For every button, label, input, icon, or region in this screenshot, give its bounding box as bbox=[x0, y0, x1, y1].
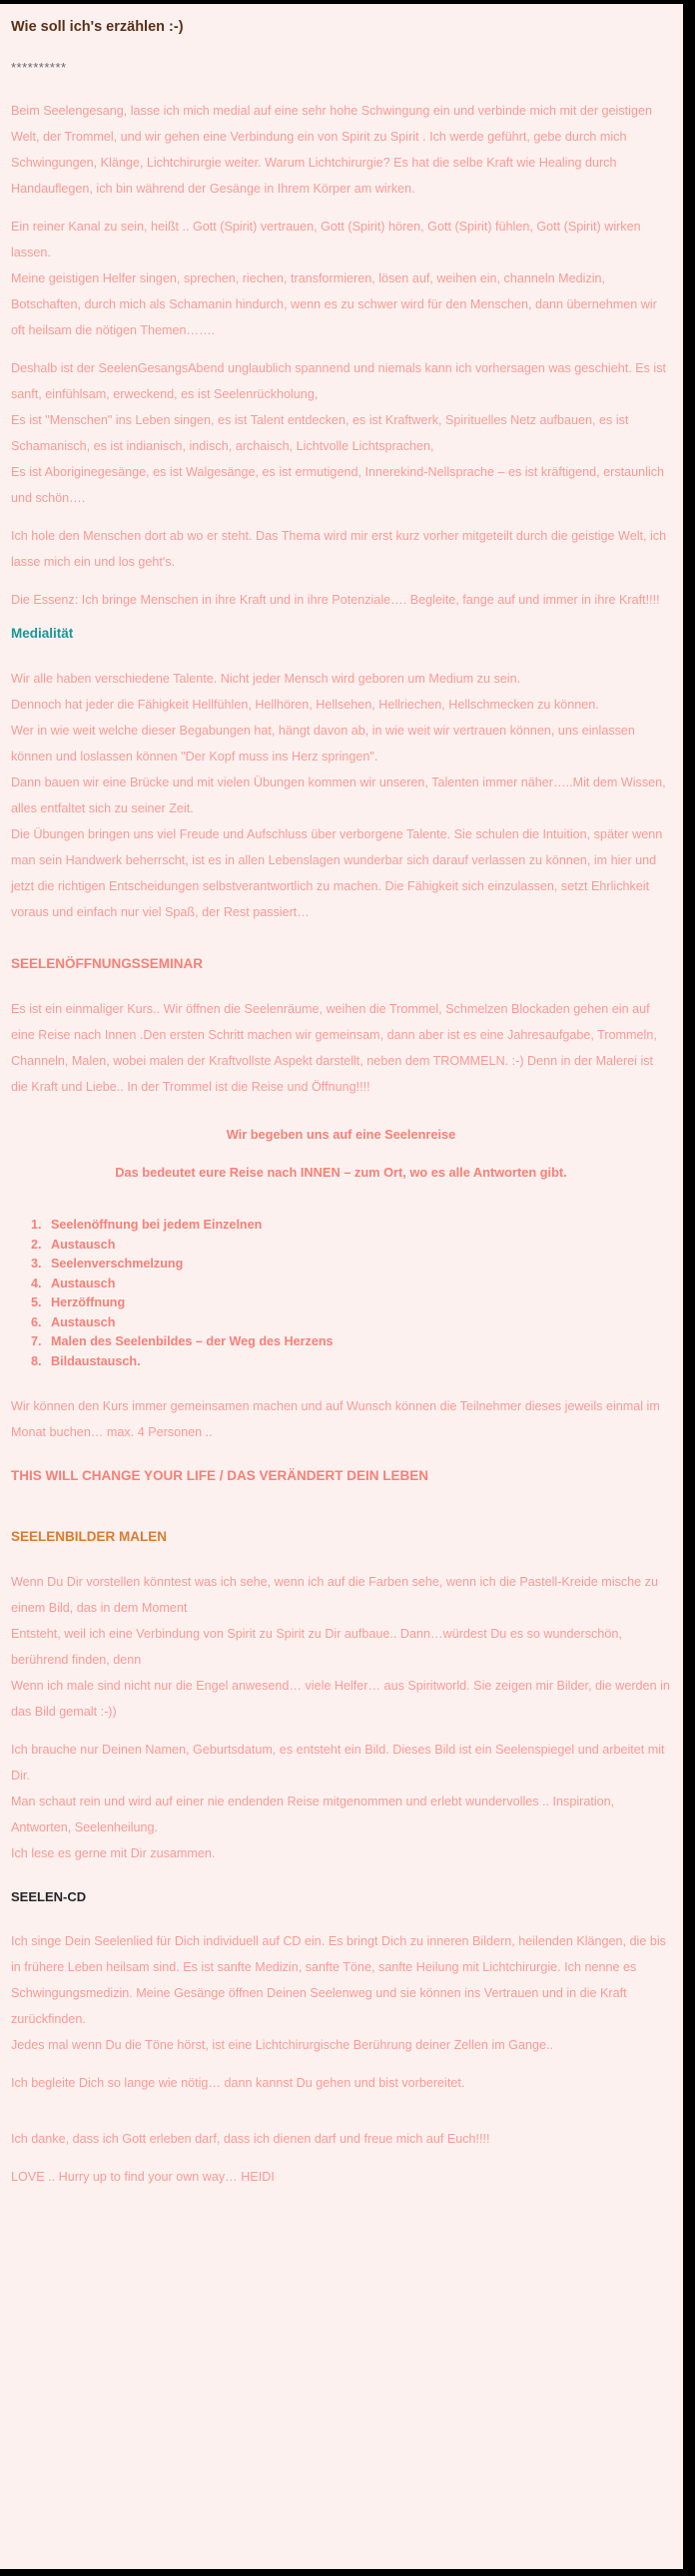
list-item: 6. Austausch bbox=[45, 1313, 671, 1333]
spacer bbox=[11, 575, 671, 587]
intro-paragraph-5: Die Essenz: Ich bringe Menschen in ihre Kraft und in ihre Potenziale…. Begleite, fange auf und immer in ihre Kraft!!!! bbox=[11, 593, 660, 608]
section-heading-seelen-cd: SEELEN-CD bbox=[11, 1889, 87, 1905]
seminar-tagline: THIS WILL CHANGE YOUR LIFE / DAS VERÄNDERT DEIN LEBEN bbox=[11, 1468, 429, 1484]
seelen-cd-closing-2: Ich danke, dass ich Gott erleben darf, dass ich dienen darf und freue mich auf Euch!!!! bbox=[11, 2132, 490, 2147]
document-sheet bbox=[0, 4, 683, 2569]
seelen-cd-line-1: Ich singe Dein Seelenlied für Dich individuell auf CD ein. Es bringt Dich zu inneren Bildern, heilenden Klängen, die bis in frühere Leben heilsam sind. Es ist sanfte Medizin, sanfte Töne, sanfte Heilung mit Lichtchirurgie. Ich nenne es Schwingungsmedizin. Meine Gesänge öffnen Deinen Seelenweg und sie können ins Vertrauen und in die Kraft zurückfinden. bbox=[11, 1934, 666, 2027]
spacer bbox=[11, 2096, 671, 2126]
spacer bbox=[11, 202, 671, 214]
spacer bbox=[11, 1486, 671, 1528]
intro-paragraph-1: Beim Seelengesang, lasse ich mich medial auf eine sehr hohe Schwingung ein und verbinde mich mit der geistigen Welt, der Trommel, und wir gehen eine Verbindung ein von Spirit zu Spirit . Ich werde geführt, gebe durch mich Schwingungen, Klänge, Lichtchirurgie weiter. Warum Lichtchirurgie? Es hat die selbe Kraft wie Healing durch Handauflegen, ich bin während der Gesänge in Ihrem Körper am wirken. bbox=[11, 104, 652, 197]
list-item: 2. Austausch bbox=[45, 1236, 671, 1256]
section-heading-seelenbilder-malen: SEELENBILDER MALEN bbox=[11, 1529, 168, 1545]
intro-paragraph-3-line-3: Es ist Aboriginegesänge, es ist Walgesänge, es ist ermutigend, Innerekind-Nellsprache – es ist kräftigend, erstaunlich und schön…. bbox=[11, 465, 665, 506]
seminar-callout-2: Das bedeutet eure Reise nach INNEN – zum Ort, wo es alle Antworten gibt. bbox=[115, 1165, 567, 1181]
seminar-body: Es ist ein einmaliger Kurs.. Wir öffnen die Seelenräume, weihen die Trommel, Schmelzen Blockaden gehen ein auf eine Reise nach Innen .Den ersten Schritt machen wir gemeinsam, dann aber ist es eine Jahresaufgabe, Trommeln, Channeln, Malen, wobei malen der Kraftvollste Aspekt darstellt, neben dem TROMMELN. :-) Denn in der Malerei ist die Kraft und Liebe.. In der Trommel ist die Reise und Öffnung!!!! bbox=[11, 1002, 657, 1095]
intro-paragraph-3-line-2: Es ist "Menschen" ins Leben singen, es ist Talent entdecken, es ist Kraftwerk, Spirituelles Netz aufbauen, es ist Schamanisch, es ist indianisch, indisch, archaisch, Lichtvolle Lichtsprachen, bbox=[11, 413, 629, 454]
spacer bbox=[11, 925, 671, 955]
list-item: 8. Bildaustausch. bbox=[45, 1352, 671, 1372]
seelenbilder-line-5: Man schaut rein und wird auf einer nie endenden Reise mitgenommen und erlebt wundervolles .. Inspiration, Antworten, Seelenheilung. bbox=[11, 1795, 615, 1835]
asterisk-divider: ********** bbox=[11, 59, 67, 75]
section-heading-seelenoeffnungsseminar: SEELENÖFFNUNGSSEMINAR bbox=[11, 956, 204, 972]
seelenbilder-line-2: Entsteht, weil ich eine Verbindung von Spirit zu Spirit zu Dir aufbaue.. Dann…würdest Du es so wunderschön, berührend finden, denn bbox=[11, 1627, 622, 1668]
medialitaet-line-5: Die Übungen bringen uns viel Freude und Aufschluss über verborgene Talente. Sie schulen die Intuition, später wenn man sein Handwerk beherrscht, ist es in allen Lebenslagen wunderbar sich darauf verlassen zu können, im hier und jetzt die richtigen Entscheidungen selbstverantwortlich zu machen. Die Fähigkeit sich einzulassen, setzt Ehrlichkeit voraus und einfach nur viel Spaß, der Rest passiert… bbox=[11, 827, 663, 920]
spacer bbox=[11, 1725, 671, 1737]
medialitaet-line-4: Dann bauen wir eine Brücke und mit vielen Übungen kommen wir unseren, Talenten immer näher…..Mit dem Wissen, alles entfaltet sich zu seiner Zeit. bbox=[11, 775, 666, 816]
seelen-cd-closing-1: Ich begleite Dich so lange wie nötig… dann kannst Du gehen und bist vorbereitet. bbox=[11, 2076, 465, 2091]
spacer bbox=[11, 613, 671, 625]
seelenbilder-line-3: Wenn ich male sind nicht nur die Engel anwesend… viele Helfer… aus Spiritworld. Sie zeigen mir Bilder, die werden in das Bild gemalt :-)) bbox=[11, 1679, 670, 1720]
list-item: 4. Austausch bbox=[45, 1275, 671, 1294]
seminar-callout-1: Wir begeben uns auf eine Seelenreise bbox=[226, 1127, 456, 1143]
spacer bbox=[11, 1148, 671, 1160]
spacer bbox=[11, 974, 671, 996]
spacer bbox=[11, 644, 671, 666]
seelen-cd-line-2: Jedes mal wenn Du die Töne hörst, ist eine Lichtchirurgische Berührung deiner Zellen im Gange.. bbox=[11, 2038, 553, 2053]
spacer bbox=[11, 1906, 671, 1928]
spacer bbox=[11, 76, 671, 98]
seelenbilder-line-6: Ich lese es gerne mit Dir zusammen. bbox=[11, 1846, 216, 1861]
signature: LOVE .. Hurry up to find your own way… HEIDI bbox=[11, 2170, 275, 2185]
spacer bbox=[11, 511, 671, 523]
intro-paragraph-2-line-2: Meine geistigen Helfer singen, sprechen, riechen, transformieren, lösen auf, weihen ein, channeln Medizin, Botschaften, durch mich als Schamanin hindurch, wenn es zu schwer wird für den Menschen, dann übernehmen wir oft heilsam die nötigen Themen……. bbox=[11, 271, 657, 338]
list-item: 1. Seelenöffnung bei jedem Einzelnen bbox=[45, 1216, 671, 1236]
page-title: Wie soll ich's erzählen :-) bbox=[11, 19, 184, 35]
intro-paragraph-2-line-1: Ein reiner Kanal zu sein, heißt .. Gott (Spirit) vertrauen, Gott (Spirit) hören, Gott (Spirit) fühlen, Gott (Spirit) wirken lassen. bbox=[11, 220, 641, 260]
spacer bbox=[11, 1547, 671, 1569]
spacer bbox=[11, 343, 671, 355]
list-item: 7. Malen des Seelenbildes – der Weg des Herzens bbox=[45, 1332, 671, 1352]
seelenbilder-line-4: Ich brauche nur Deinen Namen, Geburtsdatum, es entsteht ein Bild. Dieses Bild ist ein Seelenspiegel und arbeitet mit Dir. bbox=[11, 1743, 665, 1784]
spacer bbox=[11, 38, 671, 60]
list-item: 5. Herzöffnung bbox=[45, 1293, 671, 1313]
spacer bbox=[11, 1186, 671, 1216]
list-item: 3. Seelenverschmelzung bbox=[45, 1255, 671, 1275]
spacer bbox=[11, 1371, 671, 1393]
spacer bbox=[11, 1100, 671, 1122]
intro-paragraph-4: Ich hole den Menschen dort ab wo er steht. Das Thema wird mir erst kurz vorher mitgeteilt durch die geistige Welt, ich lasse mich ein und los geht's. bbox=[11, 529, 667, 570]
section-heading-medialitaet: Medialität bbox=[11, 626, 74, 642]
seminar-steps-list bbox=[11, 1216, 671, 1371]
seelenbilder-line-1: Wenn Du Dir vorstellen könntest was ich sehe, wenn ich auf die Farben sehe, wenn ich die Pastell-Kreide mische zu einem Bild, das in dem Moment bbox=[11, 1575, 658, 1616]
spacer bbox=[11, 1445, 671, 1467]
medialitaet-line-3: Wer in wie weit welche dieser Begabungen hat, hängt davon ab, in wie weit wir vertrauen können, uns einlassen können und loslassen können "Der Kopf muss ins Herz springen". bbox=[11, 724, 635, 765]
spacer bbox=[11, 1866, 671, 1888]
seminar-footer: Wir können den Kurs immer gemeinsamen machen und auf Wunsch können die Teilnehmer dieses jeweils einmal im Monat buchen… max. 4 Personen .. bbox=[11, 1399, 660, 1440]
medialitaet-line-1: Wir alle haben verschiedene Talente. Nicht jeder Mensch wird geboren um Medium zu sein. bbox=[11, 672, 521, 687]
intro-paragraph-3-line-1: Deshalb ist der SeelenGesangsAbend unglaublich spannend und niemals kann ich vorhersagen was geschieht. Es ist sanft, einfühlsam, erweckend, es ist Seelenrückholung, bbox=[11, 361, 666, 402]
spacer bbox=[11, 2152, 671, 2164]
medialitaet-line-2: Dennoch hat jeder die Fähigkeit Hellfühlen, Hellhören, Hellsehen, Hellriechen, Hellschmecken zu können. bbox=[11, 698, 599, 713]
spacer bbox=[11, 2058, 671, 2070]
